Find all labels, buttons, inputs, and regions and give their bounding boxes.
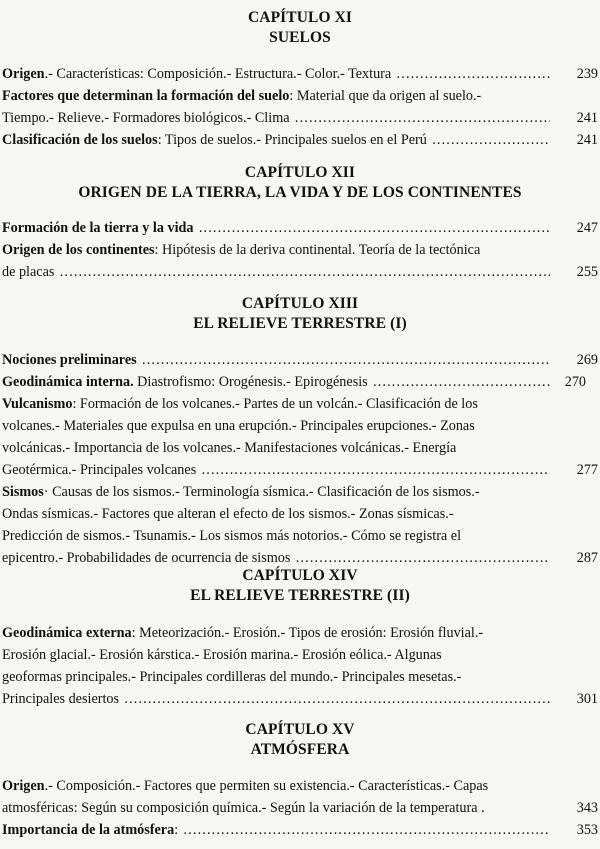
chapter-number: CAPÍTULO XIV [242, 567, 358, 584]
entry-text: .- Composición.- Factores que permiten su existencia.- Características.- Capas [44, 778, 489, 794]
toc-entry [2, 481, 598, 569]
page-number: 301 [576, 691, 598, 707]
chapter-heading [0, 163, 600, 203]
chapter-heading [0, 720, 600, 760]
entry-text: Diastrofismo: Orogénesis.- Epirogénesis [133, 374, 368, 390]
entry-text: volcanes.- Materiales que expulsa en una erupción.- Principales erupciones.- Zonas [2, 418, 475, 434]
entry-topic: Geodinámica externa [2, 625, 132, 641]
chapter-heading [0, 566, 600, 606]
toc-entry [2, 622, 598, 710]
chapter-title: ATMÓSFERA [250, 741, 350, 758]
entry-text: : [174, 822, 179, 838]
chapter-number: CAPÍTULO XIII [241, 295, 359, 312]
entry-topic: Sismos [2, 484, 44, 500]
entry-text: atmosféricas: Según su composición química.- Según la variación de la temperatura . [2, 800, 485, 816]
entry-text: epicentro.- Probabilidades de ocurrencia de sismos [2, 550, 293, 566]
entry-text: : Material que da origen al suelo.- [289, 88, 482, 104]
toc-entry [2, 85, 598, 129]
page-number: 241 [576, 132, 598, 148]
page-number: 239 [576, 66, 598, 82]
entry-topic: Vulcanismo [2, 396, 73, 412]
page-number: 270 [564, 374, 586, 390]
entry-topic: Factores que determinan la formación del suelo [2, 88, 290, 104]
entry-text: Erosión glacial.- Erosión kárstica.- Erosión marina.- Erosión eólica.- Algunas [2, 647, 442, 663]
entry-topic: Origen [2, 778, 45, 794]
toc-entry [2, 217, 598, 239]
entry-topic: Geodinámica interna. [2, 374, 134, 390]
entry-topic: Formación de la tierra y la vida [2, 220, 194, 236]
toc-entry [2, 775, 598, 819]
entry-text: : Hipótesis de la deriva continental. Teoría de la tectónica [154, 242, 481, 258]
page-number: 247 [576, 220, 598, 236]
entry-text: Geotérmica.- Principales volcanes [2, 462, 199, 478]
entry-text: Predicción de sismos.- Tsunamis.- Los sismos más notorios.- Cómo se registra el [2, 528, 462, 544]
toc-entry [2, 819, 598, 841]
entry-topic: Origen [2, 66, 45, 82]
entry-text: volcánicas.- Importancia de los volcanes.- Manifestaciones volcánicas.- Energía [2, 440, 457, 456]
chapter-title: ORIGEN DE LA TIERRA, LA VIDA Y DE LOS CONTINENTES [78, 184, 522, 201]
page-number: 287 [576, 550, 598, 566]
entry-topic: Importancia de la atmósfera [2, 822, 175, 838]
chapter-number: CAPÍTULO XI [247, 9, 352, 26]
toc-entry [2, 393, 598, 481]
chapter-title: EL RELIEVE TERRESTRE (I) [193, 315, 407, 332]
chapter-number: CAPÍTULO XII [244, 164, 356, 181]
toc-entry [2, 129, 598, 151]
entry-text: Tiempo.- Relieve.- Formadores biológicos.- Clima [2, 110, 293, 126]
entry-text: geoformas principales.- Principales cordilleras del mundo.- Principales mesetas.- [2, 669, 462, 685]
page-number: 353 [576, 822, 598, 838]
chapter-heading [0, 8, 600, 48]
entry-topic: Origen de los continentes [2, 242, 155, 258]
page-number: 241 [576, 110, 598, 126]
chapter-heading [0, 294, 600, 334]
entry-topic: Clasificación de los suelos [2, 132, 158, 148]
entry-text: : Meteorización.- Erosión.- Tipos de erosión: Erosión fluvial.- [131, 625, 484, 641]
page-number: 343 [576, 800, 598, 816]
entry-text: de placas [2, 264, 57, 280]
entry-text: .- Características: Composición.- Estructura.- Color.- Textura [44, 66, 392, 82]
chapter-title: EL RELIEVE TERRESTRE (II) [190, 587, 410, 604]
chapter-title: SUELOS [269, 29, 331, 46]
page-number: 269 [576, 352, 598, 368]
entry-text: · Causas de los sismos.- Terminología sísmica.- Clasificación de los sismos.- [43, 484, 480, 500]
entry-text: Principales desiertos [2, 691, 122, 707]
page-number: 255 [576, 264, 598, 280]
page-number: 277 [576, 462, 598, 478]
entry-text: : Tipos de suelos.- Principales suelos en el Perú [157, 132, 427, 148]
entry-text: : Formación de los volcanes.- Partes de un volcán.- Clasificación de los [72, 396, 478, 412]
chapter-number: CAPÍTULO XV [245, 721, 355, 738]
toc-entry [2, 371, 598, 393]
entry-text: Ondas sísmicas.- Factores que alteran el efecto de los sismos.- Zonas sísmicas.- [2, 506, 454, 522]
entry-topic: Nociones preliminares [2, 352, 137, 368]
toc-entry [2, 239, 598, 283]
toc-entry [2, 63, 598, 85]
toc-entry [2, 349, 598, 371]
